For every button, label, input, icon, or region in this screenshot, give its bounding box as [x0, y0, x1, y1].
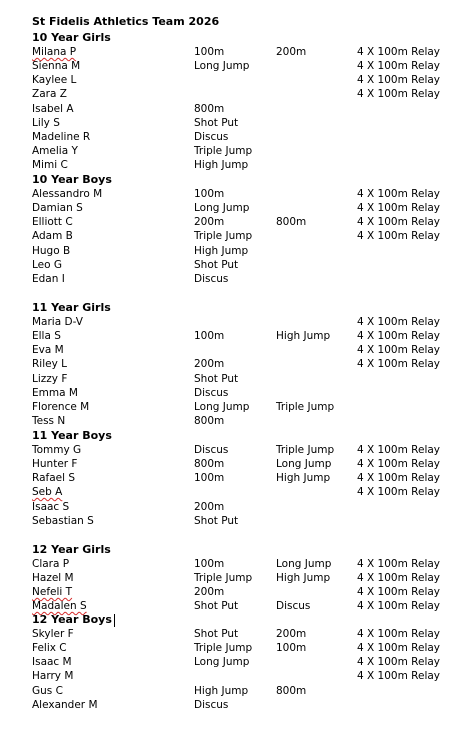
event-2: Long Jump: [276, 458, 332, 470]
athlete-name: Kaylee L: [32, 74, 77, 86]
athlete-row: [32, 485, 452, 499]
section-heading: 11 Year Girls: [32, 301, 111, 314]
athlete-name: Clara P: [32, 558, 70, 570]
athlete-name: Rafael S: [32, 472, 76, 484]
athlete-name: Leo G: [32, 259, 63, 271]
athlete-row: [32, 500, 452, 514]
event-1: Triple Jump: [194, 145, 253, 157]
athlete-name: Mimi C: [32, 159, 68, 171]
event-1: High Jump: [194, 245, 249, 257]
athlete-row: [32, 201, 452, 215]
event-1: Triple Jump: [194, 572, 253, 584]
relay-event: 4 X 100m Relay: [357, 472, 441, 484]
athlete-row: [32, 641, 452, 655]
athlete-name: Madalen S: [32, 600, 87, 612]
athlete-row: [32, 187, 452, 201]
athlete-row: [32, 229, 452, 243]
athlete-name: Eva M: [32, 344, 64, 356]
event-2: 800m: [276, 685, 307, 697]
document-title: St Fidelis Athletics Team 2026: [32, 15, 220, 28]
athlete-row: [32, 571, 452, 585]
event-1: Long Jump: [194, 202, 250, 214]
relay-event: 4 X 100m Relay: [357, 230, 441, 242]
athlete-row: [32, 45, 452, 59]
event-1: High Jump: [194, 159, 249, 171]
athlete-row: [32, 272, 452, 286]
event-2: 200m: [276, 628, 307, 640]
athlete-name: Isaac M: [32, 656, 72, 668]
event-2: Long Jump: [276, 558, 332, 570]
relay-event: 4 X 100m Relay: [357, 572, 441, 584]
event-1: Shot Put: [194, 259, 239, 271]
athlete-row: [32, 357, 452, 371]
athlete-name: Elliott C: [32, 216, 73, 228]
athlete-row: [32, 329, 452, 343]
section-heading: 10 Year Boys: [32, 173, 112, 186]
event-1: 100m: [194, 46, 225, 58]
event-1: Discus: [194, 699, 229, 711]
event-1: Triple Jump: [194, 642, 253, 654]
event-1: 100m: [194, 330, 225, 342]
relay-event: 4 X 100m Relay: [357, 60, 441, 72]
athlete-row: [32, 372, 452, 386]
event-2: Triple Jump: [276, 401, 335, 413]
relay-event: 4 X 100m Relay: [357, 458, 441, 470]
athlete-row: [32, 684, 452, 698]
section-heading: 10 Year Girls: [32, 31, 111, 44]
event-1: Shot Put: [194, 628, 239, 640]
athlete-row: [32, 244, 452, 258]
athlete-name: Lizzy F: [32, 373, 68, 385]
event-2: High Jump: [276, 572, 331, 584]
athlete-name: Isaac S: [32, 501, 70, 513]
event-1: 100m: [194, 472, 225, 484]
event-1: 100m: [194, 558, 225, 570]
relay-event: 4 X 100m Relay: [357, 358, 441, 370]
event-1: Shot Put: [194, 373, 239, 385]
relay-event: 4 X 100m Relay: [357, 486, 441, 498]
athlete-name: Tess N: [32, 415, 66, 427]
athlete-row: [32, 116, 452, 130]
event-1: Shot Put: [194, 600, 239, 612]
athlete-name: Alexander M: [32, 699, 98, 711]
event-1: Discus: [194, 387, 229, 399]
athlete-name: Adam B: [32, 230, 73, 242]
athlete-name: Nefeli T: [32, 586, 73, 598]
event-1: High Jump: [194, 685, 249, 697]
relay-event: 4 X 100m Relay: [357, 330, 441, 342]
event-1: 800m: [194, 458, 225, 470]
athlete-row: [32, 585, 452, 599]
relay-event: 4 X 100m Relay: [357, 628, 441, 640]
relay-event: 4 X 100m Relay: [357, 88, 441, 100]
athlete-row: [32, 655, 452, 669]
athlete-row: [32, 386, 452, 400]
athlete-name: Lily S: [32, 117, 60, 129]
relay-event: 4 X 100m Relay: [357, 46, 441, 58]
athlete-row: [32, 414, 452, 428]
section-heading: 12 Year Girls: [32, 543, 111, 556]
event-1: Discus: [194, 444, 229, 456]
event-1: 200m: [194, 216, 225, 228]
athlete-row: [32, 343, 452, 357]
athlete-name: Hazel M: [32, 572, 74, 584]
section-heading: 12 Year Boys: [32, 613, 112, 626]
event-2: 200m: [276, 46, 307, 58]
event-1: Discus: [194, 131, 229, 143]
event-1: Shot Put: [194, 117, 239, 129]
athlete-row: [32, 471, 452, 485]
athlete-row: [32, 102, 452, 116]
athlete-row: [32, 158, 452, 172]
event-1: 200m: [194, 586, 225, 598]
athlete-name: Alessandro M: [32, 188, 103, 200]
athlete-name: Madeline R: [32, 131, 91, 143]
relay-event: 4 X 100m Relay: [357, 600, 441, 612]
relay-event: 4 X 100m Relay: [357, 202, 441, 214]
athlete-name: Emma M: [32, 387, 78, 399]
athlete-row: [32, 215, 452, 229]
relay-event: 4 X 100m Relay: [357, 558, 441, 570]
athlete-name: Florence M: [32, 401, 90, 413]
athlete-name: Amelia Y: [32, 145, 78, 157]
relay-event: 4 X 100m Relay: [357, 188, 441, 200]
relay-event: 4 X 100m Relay: [357, 642, 441, 654]
relay-event: 4 X 100m Relay: [357, 670, 441, 682]
athlete-row: [32, 144, 452, 158]
relay-event: 4 X 100m Relay: [357, 316, 441, 328]
athlete-name: Felix C: [32, 642, 67, 654]
event-1: 200m: [194, 358, 225, 370]
relay-event: 4 X 100m Relay: [357, 586, 441, 598]
athlete-row: [32, 514, 452, 528]
athlete-row: [32, 457, 452, 471]
relay-event: 4 X 100m Relay: [357, 216, 441, 228]
athlete-row: [32, 315, 452, 329]
athlete-name: Riley L: [32, 358, 67, 370]
athlete-row: [32, 669, 452, 683]
event-2: High Jump: [276, 472, 331, 484]
text-cursor: [114, 614, 115, 627]
event-1: 100m: [194, 188, 225, 200]
athlete-name: Skyler F: [32, 628, 74, 640]
athlete-row: [32, 87, 452, 101]
athlete-name: Hunter F: [32, 458, 78, 470]
athlete-row: [32, 599, 452, 613]
athlete-name: Milana P: [32, 46, 77, 58]
athlete-row: [32, 557, 452, 571]
relay-event: 4 X 100m Relay: [357, 74, 441, 86]
event-1: 800m: [194, 415, 225, 427]
athlete-name: Edan I: [32, 273, 65, 285]
event-1: Long Jump: [194, 401, 250, 413]
event-1: 800m: [194, 103, 225, 115]
event-1: Triple Jump: [194, 230, 253, 242]
relay-event: 4 X 100m Relay: [357, 344, 441, 356]
event-2: 100m: [276, 642, 307, 654]
athlete-row: [32, 258, 452, 272]
section-heading: 11 Year Boys: [32, 429, 112, 442]
athlete-row: [32, 400, 452, 414]
athlete-row: [32, 130, 452, 144]
athlete-row: [32, 627, 452, 641]
athlete-name: Damian S: [32, 202, 83, 214]
event-2: Discus: [276, 600, 311, 612]
athlete-name: Isabel A: [32, 103, 74, 115]
event-1: Long Jump: [194, 60, 250, 72]
event-1: Shot Put: [194, 515, 239, 527]
athlete-name: Tommy G: [32, 444, 82, 456]
athlete-row: [32, 73, 452, 87]
event-1: Discus: [194, 273, 229, 285]
relay-event: 4 X 100m Relay: [357, 656, 441, 668]
athlete-name: Sebastian S: [32, 515, 94, 527]
athlete-name: Harry M: [32, 670, 74, 682]
event-1: 200m: [194, 501, 225, 513]
event-2: 800m: [276, 216, 307, 228]
relay-event: 4 X 100m Relay: [357, 444, 441, 456]
event-2: High Jump: [276, 330, 331, 342]
athlete-name: Ella S: [32, 330, 61, 342]
athlete-name: Zara Z: [32, 88, 67, 100]
event-1: Long Jump: [194, 656, 250, 668]
athlete-name: Hugo B: [32, 245, 71, 257]
athlete-name: Seb A: [32, 486, 63, 498]
athlete-row: [32, 698, 452, 712]
athlete-row: [32, 443, 452, 457]
event-2: Triple Jump: [276, 444, 335, 456]
athlete-row: [32, 59, 452, 73]
athlete-name: Maria D-V: [32, 316, 83, 328]
athlete-name: Sienna M: [32, 60, 81, 72]
athlete-name: Gus C: [32, 685, 63, 697]
